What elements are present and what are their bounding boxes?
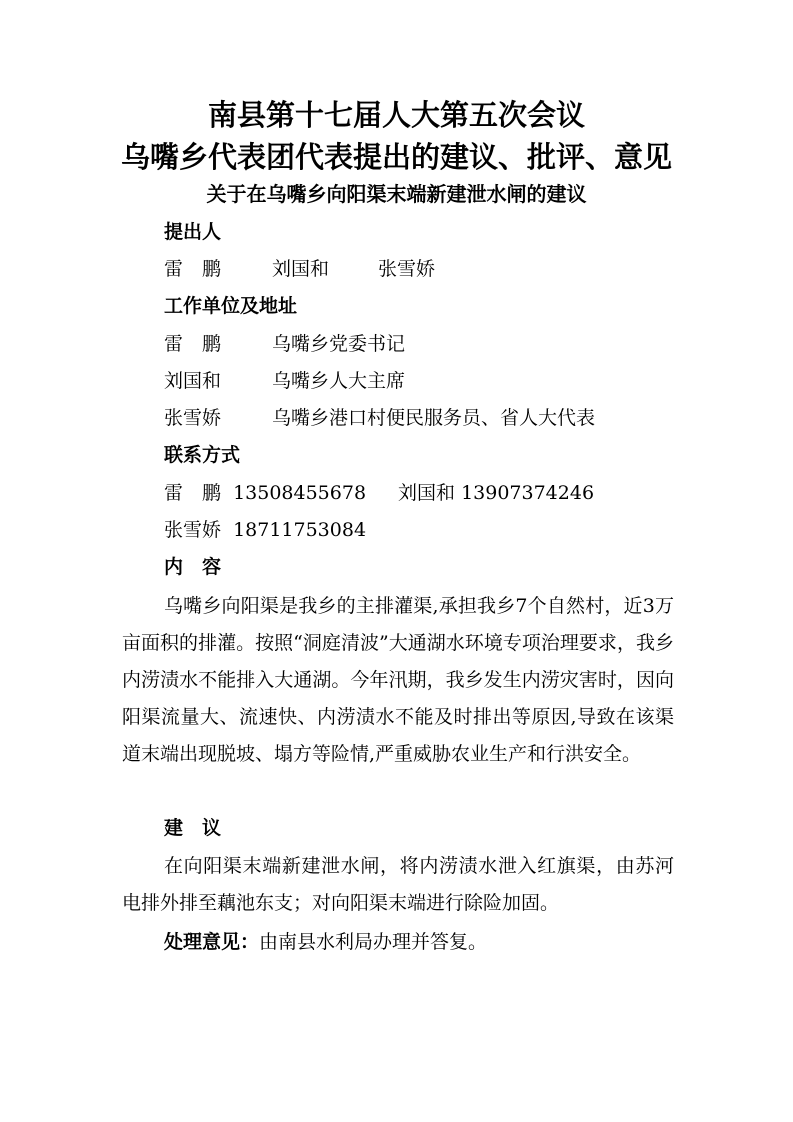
proposer-name: 刘国和 bbox=[272, 258, 330, 280]
workplace-position: 乌嘴乡港口村便民服务员、省人大代表 bbox=[272, 407, 596, 429]
contact-second-entry bbox=[398, 479, 594, 507]
handling-opinion bbox=[164, 928, 487, 956]
contact-phone: 13508455678 bbox=[233, 482, 367, 504]
proposer-name: 张雪娇 bbox=[378, 258, 436, 280]
document-title-line-1: 南县第十七届人大第五次会议 bbox=[207, 98, 585, 132]
contact-person-name: 雷 鹏 bbox=[164, 482, 222, 504]
contact-phone: 18711753084 bbox=[233, 519, 367, 541]
handling-opinion-label: 处理意见： bbox=[164, 931, 260, 953]
workplace-person-name: 雷 鹏 bbox=[164, 333, 222, 355]
workplace-position: 乌嘴乡党委书记 bbox=[272, 333, 406, 355]
contact-person-name: 张雪娇 bbox=[164, 519, 222, 541]
proposer-name: 雷 鹏 bbox=[164, 258, 222, 280]
workplace-row bbox=[164, 330, 664, 358]
suggestion-heading: 建 议 bbox=[164, 817, 222, 839]
contact-phone: 13907374246 bbox=[461, 482, 595, 504]
workplace-position: 乌嘴乡人大主席 bbox=[272, 370, 406, 392]
content-paragraph: 乌嘴乡向阳渠是我乡的主排灌渠,承担我乡7个自然村，近3万亩面积的排灌。按照“洞庭清波”大通湖水环境专项治理要求，我乡内涝渍水不能排入大通湖。今年汛期，我乡发生内涝灾害时，因向阳渠流量大、流速快、内涝渍水不能及时排出等原因,导致在该渠道末端出现脱坡、塌方等险情,严重威胁农业生产和行洪安全。 bbox=[122, 595, 674, 765]
handling-opinion-text: 由南县水利局办理并答复。 bbox=[259, 931, 488, 953]
workplace-row bbox=[164, 404, 664, 432]
contact-row bbox=[164, 516, 664, 544]
content-heading: 内 容 bbox=[164, 556, 222, 578]
contact-row bbox=[164, 479, 664, 507]
workplace-row bbox=[164, 367, 664, 395]
workplace-person-name: 刘国和 bbox=[164, 370, 222, 392]
document-title-line-2: 乌嘴乡代表团代表提出的建议、批评、意见 bbox=[120, 140, 672, 174]
contact-person-name: 刘国和 bbox=[398, 482, 456, 504]
contact-heading: 联系方式 bbox=[164, 444, 241, 466]
proposal-subject-title: 关于在乌嘴乡向阳渠末端新建泄水闸的建议 bbox=[206, 182, 587, 206]
suggestion-paragraph: 在向阳渠末端新建泄水闸，将内涝渍水泄入红旗渠，由苏河电排外排至藕池东支；对向阳渠末端进行除险加固。 bbox=[122, 855, 674, 914]
workplace-person-name: 张雪娇 bbox=[164, 407, 222, 429]
proposers-names-row bbox=[164, 255, 564, 283]
workplace-heading: 工作单位及地址 bbox=[164, 295, 298, 317]
proposers-heading: 提出人 bbox=[164, 221, 222, 243]
